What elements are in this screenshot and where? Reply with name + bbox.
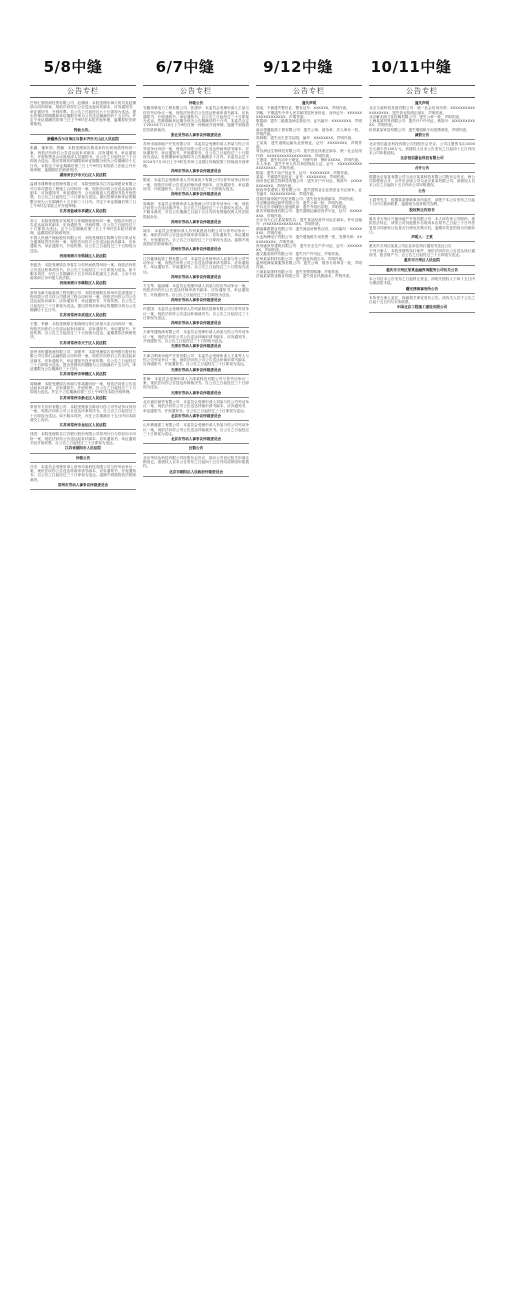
notice-paragraph: 苏州市劳动人事争议仲裁委员会 [170, 247, 222, 252]
column-header: 公告专栏 [143, 85, 249, 98]
divider [30, 216, 136, 217]
divider [30, 179, 136, 180]
notice-paragraph: 天津市劳动人事争议仲裁委员会 [170, 390, 222, 395]
notice-paragraph: 减资公告 [414, 133, 430, 138]
notice-paragraph: 郭林强：遗失出生医学证明，编号：XXXXXXXX，声明作废。 [256, 136, 355, 141]
notice-paragraph: 济南某某物业服务有限公司：遗失营业执照副本，声明作废。 [256, 273, 354, 278]
notice-paragraph: 常州市劳动人事争议仲裁委员会 [57, 483, 109, 488]
divider [369, 265, 475, 266]
notice-paragraph: 钱进：本院受理原告江苏银行股份有限公司常州分行与你信用卡纠纷一案，现依法向你公告送达起诉状副本、应诉通知书、举证通知书及开庭传票。自公告之日起经过三十日即视为送达。 [30, 432, 136, 445]
notice-paragraph: 重庆市万州区兴盛房地产开发有限公司：本人持有贵公司股份，现拟依法转让，请贵公司其他股东自收到本告知书之日起三十日内答复是否同意转让及是否行使优先购买权，逾期未答复的视为同意转让。 [369, 216, 475, 234]
notice-paragraph: 天津市劳动人事争议仲裁委员会 [170, 367, 222, 372]
divider [30, 134, 136, 135]
divider [369, 293, 475, 294]
notice-paragraph: 重庆市万州区某某公司企业诉讼执行通知书送达公告 [369, 244, 452, 249]
notice-paragraph: 声明人：王某 [411, 235, 433, 240]
notice-paragraph: 王某某：遗失道路运输从业资格证，证号：XXXXXXXX，声明作废。 [256, 140, 362, 149]
notice-paragraph: 王碧华先生：根据某某律师事务所委托，请您于本公告发布之日起十日内与我所联系，逾期视为放弃相关权利。 [369, 198, 475, 207]
notice-paragraph: 北京嘉信商贸有限公司：本委员会受理申请人刘某与你公司劳动争议一案，现依法向你公司公告送达仲裁申请书副本、应诉通知书、举证通知书、开庭通知书。自公告之日起经过三十日即视为送达。 [143, 400, 249, 413]
divider [143, 226, 249, 227]
notice-paragraph: 巴州汇德信润投资有限公司、赵渊侦：本院受理乐淘与贵司及赵渊侦合同纠纷案，现依法向你们公告送达起诉状副本、应诉通知书、举证通知书、开庭传票。自公告之日起经过六十日即视为送达。提出答辩状的期限和举证期限分别为公告送达期满后的十五日内。并定于举证期满后的第三日上午9时在本院开庭审理，逾期将依法缺席裁判。 [30, 101, 136, 127]
notice-paragraph: 李振杰：本院受理原告李春生与你民间借贷纠纷一案，现依法向你公告送达民事判决书。自公告之日起经过三十日即视为送达。如不服本判决，可在公告期满后十五日内向本院递交上诉状，上诉于河南省商丘市中级人民法院。 [30, 263, 136, 281]
notice-paragraph: 上海某某贸易有限公司：遗失开户许可证，核准号：JXXXXXXXXXXX，声明作废。 [369, 119, 475, 128]
notice-paragraph: 昆明祥瑞房地产经纪有限公司：遗失营业执照副本，声明作废。 [256, 196, 357, 201]
divider [143, 443, 249, 444]
notice-paragraph: 长沙市天心区某某餐饮店：遗失食品经营许可证正副本，许可证编号：JYXXXXXXXXXXXXXX，声明作废。 [256, 218, 362, 227]
divider [30, 347, 136, 348]
notice-paragraph: 中国人民财产保险股份有限公司：本院受理原告陈辉与你方机动车交通事故责任纠纷一案，现依法向你方公告送达起诉状副本、应诉通知书、举证通知书、开庭传票。自公告之日起经过三十日即视为送达。 [30, 235, 136, 253]
column-header: 公告专栏 [369, 85, 475, 98]
notice-paragraph: 合并公告 [414, 165, 430, 170]
notice-paragraph: 许建国：本委员会受理申请人苏州某餐饮管理有限公司与你劳动争议一案，现依法向你公告送达仲裁裁决书。自公告之日起经过三十日即视为送达。 [143, 307, 249, 320]
divider [30, 379, 136, 380]
divider [143, 420, 249, 421]
divider [143, 254, 249, 255]
notice-paragraph: 仲裁公告 [75, 455, 91, 460]
notice-paragraph: 青岛润达生物科技有限公司：遗失营业执照正副本，统一社会信用代码：XXXXXXXXXXXXXXXXXX，声明作废。 [256, 149, 362, 158]
notice-paragraph: 陈某：遗失不动产权证书，证号：XXXXXXXX，声明作废。 [256, 170, 352, 175]
notice-paragraph: 苏州市劳动人事争议仲裁委员会 [170, 192, 222, 197]
notice-paragraph: 北京市劳动人事争议仲裁委员会 [170, 437, 222, 442]
notice-paragraph: 杭州某某科技有限公司：遗失营业执照正本，声明作废。 [256, 256, 346, 261]
notice-paragraph: 张鹏、董家园、贾鹏：本院受理原告陈希诉你们民间借贷纠纷一案，现依法向你们公告送达起诉状副本、应诉通知书、举证通知书、开庭传票及合议庭组成人员通知书。自公告之日起经过三十日即视为送达。提出答辩状的期限和举证期限分别为公告期满后十五日内。本院定于举证期满后第三日上午9时在本院第三法庭公开开庭审理，逾期将依法缺席判决。 [30, 146, 136, 172]
notice-paragraph: 西安泰亿源生物科技有限公司：遗失开户许可证，核准号：JXXXXXXXXXXX，声明作废。 [256, 179, 362, 188]
column-4 [369, 85, 475, 1300]
notice-paragraph: 常州市恒通物流有限公司、刘建华：本院受理原告常州银行股份有限公司与你们金融借款合同纠纷一案，现依法向你们公告送达起诉状副本、应诉通知书、举证通知书及开庭传票。自公告之日起经过三十日即视为送达。提出答辩状的期限为公告期满后十五日内，举证期限为公告期满后三十日内。 [30, 349, 136, 372]
notice-paragraph: 江苏鑫晟装饰工程有限公司：本委员会受理申请人赵某与你公司劳动争议一案，现依法向你公司公告送达仲裁申请书副本、应诉通知书、举证通知书、开庭通知书。自公告之日起经过三十日即视为送达。 [143, 256, 249, 274]
notice-paragraph: 常州东方纺织有限公司：本院受理原告陈伟与你公司劳动争议纠纷一案，现依法向你公司公告送达民事判决书。自公告之日起经过三十日即视为送达。如不服本判决，可在公告期满后十五日内向本院递交上诉状。 [30, 404, 136, 422]
column-header: 公告专栏 [30, 85, 136, 98]
notice-paragraph: 江苏省常州市武进区人民法院 [59, 313, 107, 318]
notice-paragraph: 中共北京市朝阳区委组织部：遗失介绍信存根，声明作废。 [256, 205, 350, 210]
divider [143, 139, 249, 140]
notice-paragraph: 根据北京某某有限公司与北京某某科技有限公司股东会决议，两公司拟吸收合并，合并后存续公司为北京某某有限公司，请债权人自本公告之日起四十五日内向公司申报债权。 [369, 174, 475, 188]
notice-paragraph: 中国北京工程施工建设有限公司 [396, 305, 448, 310]
notice-paragraph: 安徽得康电力工程有限公司、张建华：本委员会受理申请人王某与你们劳动争议一案，现依法向你们公告送达仲裁申请书副本、应诉通知书、开庭通知书、举证通知书。自公告之日起经过三十日即视为送达。答辩期和举证期分别为公告期满后的十日内。本委员会定于2024年7月10日上午9时在第一仲裁庭开庭审理，逾期不到庭将依法缺席裁决。 [143, 106, 249, 132]
notice-paragraph: 陈成：本委员会受理申请人苏州某电子有限公司与你劳动争议纠纷一案，现依法向你公告送达仲裁申请书副本、应诉通知书、举证通知书、开庭通知书。自公告之日起经过三十日即视为送达。 [143, 178, 249, 192]
notice-paragraph: 周海波：本委员会受理申请人某物流公司与你劳动争议一案，现依法向你公告送达裁决书。自公告之日起经过三十日即视为送达。如不服本裁决，可自公告期满之日起十五日内向有管辖权的人民法院提起诉讼。 [143, 201, 249, 219]
notice-paragraph: 重庆荣驰物流有限公司：遗失道路运输经营许可证，证号：XXXXXXXX，声明作废。 [256, 209, 362, 218]
divider [369, 139, 475, 140]
column-body [143, 101, 249, 477]
notice-paragraph: 方宝琴、陆丽娜：本委员会受理申请人刘某与你们劳动争议一案，现依法向你们公告送达仲裁申请书副本、应诉通知书、举证通知书、开庭通知书。自公告之日起经过三十日即视为送达。 [143, 284, 249, 297]
notice-paragraph: 刘敏，不慎遗失中华人民共和国居民身份证，身份证号：XXXXXXXXXXXXXXXXXX，声明作废。 [256, 110, 362, 119]
notice-paragraph: 天津华通物流有限公司：本委员会受理申请人孙某与你公司劳动争议一案，现依法向你公司公告送达仲裁申请书副本、应诉通知书、开庭通知书。自公告之日起经过三十日即视为送达。 [143, 330, 249, 344]
notice-paragraph: 湖南鑫源置业有限公司：遗失商品房销售合同，合同编号：XXXXXXXX，声明作废。 [256, 226, 362, 235]
notice-paragraph: 北京恒信嘉业科技有限公司 [400, 156, 444, 161]
notice-paragraph: 陈霞丽：遗失二级建造师注册证书，证书编号：XXXXXXXX，声明作废。 [256, 119, 362, 128]
divider [30, 489, 136, 490]
notice-paragraph: 江苏省常州市金坛区人民法院 [59, 423, 107, 428]
notice-paragraph: 江苏省盐城市亭湖区人民法院 [59, 209, 107, 214]
notice-paragraph: 江苏省常州市新北区人民法院 [59, 395, 107, 400]
notice-paragraph: 特此公告。 [74, 127, 92, 132]
notice-paragraph: 北京文政科技发展有限公司：统一社会信用代码：XXXXXXXXXXXXXXXXXX，遗失营业执照正副本，声明作废。 [369, 106, 475, 115]
notice-paragraph: 杭州某某家居有限公司：遗失增值税专用发票两张，声明作废。 [369, 127, 470, 132]
divider [143, 453, 249, 454]
notice-paragraph: 高义：本院受理原告吴明芳与你婚姻家庭纠纷一案，现依法向你公告送达起诉状副本、应诉通知书、开庭传票。自公告之日起经过三十日即视为送达。定于公告期满后第三日上午9时在本院开庭审理，逾期将依法缺席判决。 [30, 218, 136, 236]
divider [369, 241, 475, 242]
notice-paragraph: 城市：本委员会受理申请人苏州某建设有限公司与你劳动争议一案，现依法向你公告送达仲裁申请书副本、应诉通知书、举证通知书、开庭通知书。自公告之日起经过三十日即视为送达。逾期不到庭将依法缺席裁决。 [143, 229, 249, 247]
notice-paragraph: 遗失声明 [301, 101, 317, 105]
notice-paragraph: 苏州市劳动人事争议仲裁委员会 [170, 297, 222, 302]
notice-paragraph: 天津某某建材有限公司：遗失发票领购簿，声明作废。 [256, 269, 343, 274]
page-label-9-12: 9/12中缝 [263, 58, 333, 76]
notice-paragraph: 吕杰：本委员会受理申请人常州市某科技有限公司与你劳动争议一案，现依法向你公告送达仲裁申请书副本、应诉通知书、开庭通知书。自公告之日起经过三十日即视为送达。逾期不到庭将依法缺席裁决。 [30, 464, 136, 482]
column-1 [30, 85, 136, 1300]
notice-paragraph: 盐城市晟辉物业管理有限公司：本院受理原告江苏盐城建设有限公司与你司建设工程施工合同纠纷一案，现依法向你公告送达起诉状副本、应诉通知书、举证通知书、合议庭组成人员通知书及开庭传票。自公告之日起经过三十日即视为送达。提出答辩状和举证的期限分别为公告期满后十五日和三十日内。并定于举证期满后第三日上午9时在本院公开开庭审理。 [30, 182, 136, 208]
divider [143, 281, 249, 282]
notice-paragraph: 苏州市劳动人事争议仲裁委员会 [170, 219, 222, 224]
notice-paragraph: 新疆维吾尔自治区乌鲁木齐市天山区人民法院 [47, 137, 119, 142]
notice-paragraph: 北京市劳动人事争议仲裁委员会 [170, 413, 222, 418]
notice-paragraph: 张海：本委员会受理申请人天津某科技有限公司与你劳动争议一案，现依法向你公告送达仲裁裁决书。自公告之日起经过三十日即视为送达。 [143, 376, 249, 390]
page-label-10-11: 10/11中缝 [370, 58, 452, 76]
divider [143, 199, 249, 200]
notice-paragraph: 苏州禾瑞房地产开发有限公司：本委员会受理申请人李某与你公司劳动争议纠纷一案，现依法向你公司公告送达仲裁申请书副本、应诉通知书、举证通知书、开庭通知书。自公告之日起经过三十日即视为送达。答辩期和举证期均为公告期满后十日内。本委员会定于2024年7月15日上午9时在苏州工业园区仲裁院第三仲裁庭开庭审理。 [143, 142, 249, 168]
notice-paragraph: 江苏省常州市天宁区人民法院 [59, 340, 107, 345]
notice-paragraph: 常州市新天地装饰工程有限公司：本院受理原告常州市武进建设工程有限公司与你公司建设工程合同纠纷一案，现依法向你公司公告送达起诉状副本、应诉通知书、举证通知书、开庭传票。自公告之日起经过三十日即视为送达。提出答辩状和举证的期限分别为公告期满后十五日内。 [30, 290, 136, 312]
notice-paragraph: 遵义鑫泰商贸有限公司：遗失开户许可证，声明作废。 [256, 252, 343, 257]
notice-paragraph: 股权转让告知书 [409, 207, 435, 212]
notice-paragraph: 贵州盛世华建筑有限公司：遗失安全生产许可证，证号：XXXXXXXX，声明作废。 [256, 243, 362, 253]
notice-paragraph: 北京华信达科技有限公司经股东会决议，拟向公司登记机关申请注销登记，请债权人自本公告发布之日起四十五日内向清算组申报债权。 [143, 455, 249, 469]
notice-paragraph: 河南省商丘市睢阳区人民法院 [59, 281, 107, 286]
notice-paragraph: 北京恒信嘉业科技有限公司经股东会决议，公司注册资本由1000万元减少至100万元，请债权人自本公告发布之日起四十五日内向本公司申报债权。 [369, 142, 475, 155]
notice-paragraph: 本公司自本公告发布之日起停止营业，请相关债权人于四十五日内办理清偿手续。 [369, 276, 475, 286]
notice-paragraph: 王建成：遗失机动车行驶证，号牌号码：鲁B·XXXXX，声明作废。 [256, 157, 362, 162]
notice-paragraph: 天津吉利来房地产开发有限公司：本委员会受理申请人王某等人与你公司劳动争议一案，现依法向你公司公告送达仲裁申请书副本、应诉通知书、开庭通知书。自公告之日起经过三十日即视为送达。 [143, 353, 249, 367]
column-header: 公告专栏 [256, 85, 362, 98]
notice-paragraph: 注销公告 [188, 446, 204, 451]
notice-paragraph: 苏州市劳动人事争议仲裁委员会 [170, 274, 222, 279]
divider [143, 374, 249, 375]
notice-paragraph: 河南省商丘市梁园区人民法院 [59, 253, 107, 258]
notice-paragraph: 大连海博电子有限公司：遗失增值税专用发票一张，发票代码：XXXXXXXXXX，声明作废。 [256, 235, 362, 244]
column-2 [143, 85, 249, 1300]
divider [369, 274, 475, 275]
divider [30, 453, 136, 454]
divider [30, 288, 136, 289]
divider [143, 304, 249, 305]
notice-paragraph: 北京腾达明远商贸有限公司：遗失公章一枚，声明作废。 [256, 200, 346, 205]
column-body [30, 101, 136, 490]
notice-paragraph: 温州瓯海某某服饰有限公司：遗失公章、财务专用章各一枚，声明作废。 [256, 260, 362, 270]
divider [369, 214, 475, 215]
notice-paragraph: 江苏省常州市钟楼区人民法院 [59, 372, 107, 377]
divider [30, 319, 136, 320]
notice-paragraph: 山东鼎盛建工有限公司：本委员会受理申请人李某与你公司劳动争议一案，现依法向你公司公告送达仲裁裁决书。自公告之日起经过三十日即视为送达。 [143, 423, 249, 436]
column-3 [256, 85, 362, 1300]
notice-paragraph: 本人李某：遗失中华人民共和国残疾人证，证号：XXXXXXXXXXXXXXXXXX，声明作废。 [256, 162, 362, 171]
divider [30, 143, 136, 144]
notice-paragraph: 北京市朝阳区人民政府仲裁委员会 [169, 469, 223, 474]
notice-paragraph: 北京紫光阁文化传媒有限公司：遗失公章一枚，声明作废。 [369, 114, 463, 119]
notice-paragraph: 下列当事人：本院受理的执行案件，现依法向你们公告送达执行通知书、报告财产令。自公告之日起经过三十日即视为送达。 [369, 248, 475, 258]
notice-paragraph: 陕西华泰建筑工程有限公司：遗失建筑业企业资质证书正副本，证书编号：DXXXXXXXXX，声明作废。 [256, 187, 362, 197]
notice-paragraph: 重庆市万州区人民法院 [404, 258, 440, 263]
notice-paragraph: 王强、李静：本院受理原告张晓明与你们房屋买卖合同纠纷一案，现依法向你们公告送达起诉状副本、应诉通知书、举证通知书、开庭传票。自公告之日起经过三十日即视为送达。逾期将依法缺席判决。 [30, 322, 136, 340]
divider [30, 429, 136, 430]
divider [30, 462, 136, 463]
divider [143, 327, 249, 328]
notice-paragraph: 遗失声明 [414, 101, 430, 105]
notice-paragraph: 江苏省溧阳市人民法院 [65, 446, 101, 451]
notice-paragraph: 曙光律师事务所公告 [405, 286, 439, 291]
notice-paragraph: 张北县劳动人事争议仲裁委员会 [170, 133, 222, 138]
page-label-6-7: 6/7中缝 [155, 58, 215, 76]
notice-paragraph: 周晓峰：本院受理原告孙丽与你离婚纠纷一案，现依法向你公告送达起诉状副本、应诉通知书、开庭传票。自公告之日起经过三十日即视为送达。并定于公告期满后第三日上午9时在本院开庭审理。 [30, 381, 136, 395]
notice-paragraph: 苏州市劳动人事争议仲裁委员会 [170, 169, 222, 174]
notice-paragraph: 湖南省长沙市天心区人民法院 [59, 173, 107, 178]
divider [30, 260, 136, 261]
divider [143, 397, 249, 398]
divider [30, 402, 136, 403]
divider [369, 163, 475, 164]
divider [143, 175, 249, 176]
divider [143, 351, 249, 352]
notice-paragraph: 苏州市劳动人事争议仲裁委员会 [170, 321, 222, 326]
divider [369, 172, 475, 173]
notice-paragraph: 天津市劳动人事争议仲裁委员会 [170, 344, 222, 349]
notice-paragraph: 公告 [418, 188, 426, 193]
column-body [256, 101, 362, 278]
divider [143, 476, 249, 477]
divider [369, 195, 475, 196]
divider [369, 312, 475, 313]
page-label-5-8: 5/8中缝 [43, 58, 103, 76]
notice-paragraph: 南京建鑫装饰工程有限公司：遗失公章、财务章、法人章各一枚，声明作废。 [256, 127, 362, 137]
notice-paragraph: 某某：不慎遗失退伍证，证号：XXXXXXXX，声明作废。 [256, 175, 348, 180]
column-body [369, 101, 475, 313]
notice-paragraph: 周某，不慎遗失警官证，警官证号：XXXXXX，声明作废。 [256, 106, 350, 111]
notice-paragraph: 本所受当事人委托，现就相关事宜发布公告，请有关人员于公告之日起十五日内与本所联系。 [369, 295, 475, 305]
notice-paragraph: 仲裁公告 [188, 101, 204, 105]
notice-paragraph: 重庆市万州区某某金融咨询服务公司有关公告 [386, 267, 458, 272]
